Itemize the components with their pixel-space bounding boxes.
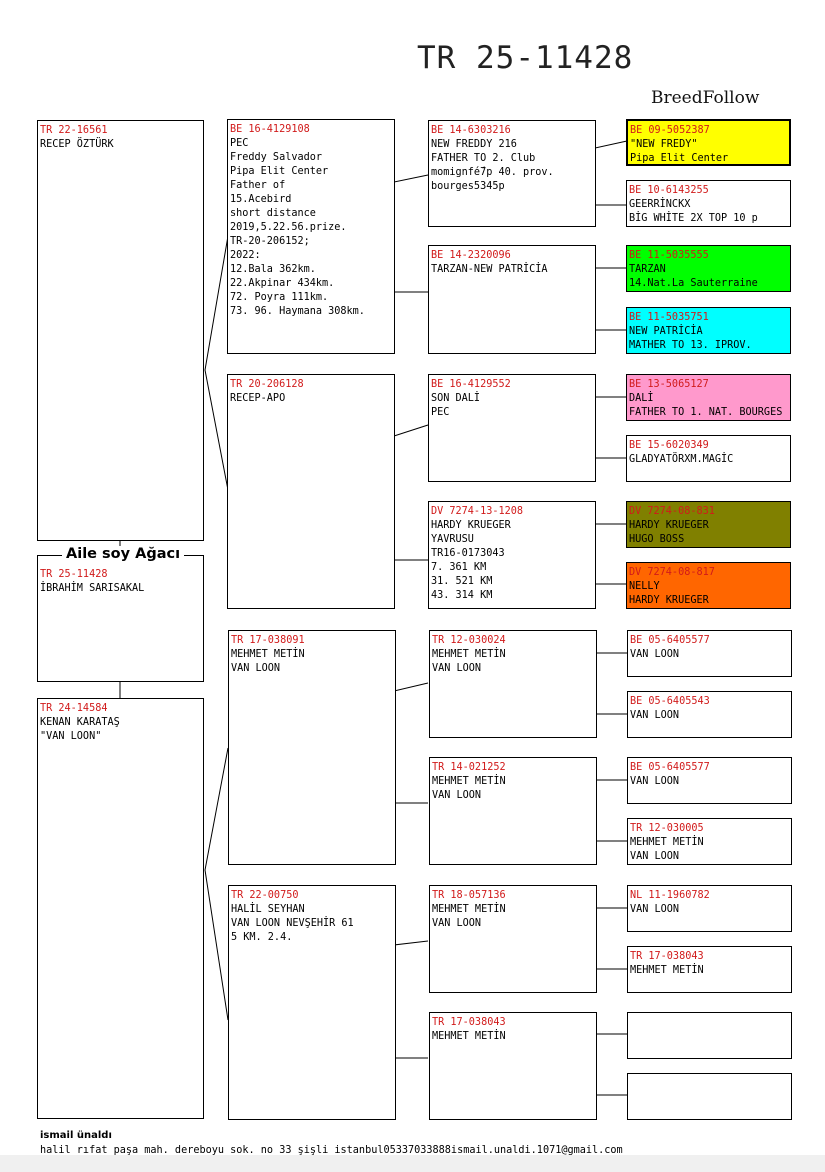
info-line: 5 KM. 2.4. — [231, 932, 293, 943]
ring-id: TR 20-206128 — [230, 379, 304, 390]
info-line: 2022: — [230, 250, 261, 261]
ring-id: TR 22-16561 — [40, 125, 108, 136]
ring-id: BE 10-6143255 — [629, 185, 709, 196]
ring-id: BE 05-6405577 — [630, 635, 710, 646]
info-line: VAN LOON — [630, 851, 680, 862]
dam-card[interactable] — [37, 698, 204, 1119]
gen2-card[interactable] — [227, 374, 395, 609]
gen2-card[interactable] — [227, 119, 395, 354]
info-line: GEERRİNCKX — [629, 199, 691, 210]
ring-id: DV 7274-08-817 — [629, 567, 715, 578]
info-line: 73. 96. Haymana 308km. — [230, 306, 365, 317]
page-title: TR 25-11428 — [417, 40, 634, 76]
gen4-card[interactable] — [627, 630, 792, 677]
info-line: Freddy Salvador — [230, 152, 323, 163]
info-line: 2019,5.22.56.prize. — [230, 222, 347, 233]
connector-line — [595, 908, 627, 969]
gen3-card[interactable] — [429, 885, 597, 993]
info-line: NEW PATRİCİA — [629, 326, 703, 337]
ring-id: BE 05-6405577 — [630, 762, 710, 773]
ring-id: BE 13-5065127 — [629, 379, 709, 390]
info-line: PEC — [230, 138, 249, 149]
connector-line — [205, 748, 228, 1020]
info-line: MEHMET METİN — [231, 649, 305, 660]
connector-line — [394, 683, 428, 803]
info-line: VAN LOON — [630, 710, 680, 721]
info-line: HALİL SEYHAN — [231, 904, 305, 915]
gen4-card[interactable] — [627, 946, 792, 993]
info-line: Pipa Elit Center — [230, 166, 329, 177]
info-line: HARDY KRUEGER — [431, 520, 511, 531]
brand-logo-text: BreedFollow — [651, 88, 760, 108]
info-line: "NEW FREDY" — [630, 139, 698, 150]
info-line: SON DALİ — [431, 393, 481, 404]
ring-id: TR 22-00750 — [231, 890, 299, 901]
ring-id: TR 24-14584 — [40, 703, 108, 714]
info-line: VAN LOON — [630, 649, 680, 660]
ring-id: DV 7274-13-1208 — [431, 506, 524, 517]
gen3-card[interactable] — [428, 501, 596, 609]
gen4-card[interactable] — [627, 691, 792, 738]
ring-id: BE 15-6020349 — [629, 440, 709, 451]
info-line: PEC — [431, 407, 450, 418]
ring-id: TR 12-030005 — [630, 823, 704, 834]
info-line: VAN LOON — [231, 663, 281, 674]
info-line: HARDY KRUEGER — [629, 595, 709, 606]
info-line: BİG WHİTE 2X TOP 10 p — [629, 213, 758, 224]
ring-id: BE 11-5035555 — [629, 250, 709, 261]
info-line: TR16-0173043 — [431, 548, 505, 559]
ring-id: BE 14-2320096 — [431, 250, 511, 261]
connector-line — [595, 268, 627, 330]
connector-line — [595, 397, 627, 458]
ring-id: TR 17-038043 — [432, 1017, 506, 1028]
info-line: FATHER TO 2. Club — [431, 153, 536, 164]
ring-id: TR 17-038091 — [231, 635, 305, 646]
gen3-card[interactable] — [428, 245, 596, 354]
gen4-card[interactable] — [626, 119, 791, 166]
gen3-card[interactable] — [429, 757, 597, 865]
info-line: MEHMET METİN — [630, 965, 704, 976]
info-line: YAVRUSU — [431, 534, 474, 545]
gen4-card-empty[interactable] — [627, 1012, 792, 1059]
info-line: MEHMET METİN — [432, 1031, 506, 1042]
gen4-card[interactable] — [626, 501, 791, 548]
info-line: TARZAN-NEW PATRİCİA — [431, 264, 548, 275]
footer-contact-address: halil rıfat paşa mah. dereboyu sok. no 33 şişli istanbul05337033888ismail.unaldi.1071@gmail.com — [40, 1145, 623, 1156]
info-line: 43. 314 KM — [431, 590, 493, 601]
gen4-card[interactable] — [626, 562, 791, 609]
connector-line — [595, 524, 627, 584]
connector-line — [595, 653, 627, 714]
gen4-card[interactable] — [626, 180, 791, 227]
strain-line: "VAN LOON" — [40, 731, 102, 742]
info-line: RECEP-APO — [230, 393, 286, 404]
info-line: 12.Bala 362km. — [230, 264, 316, 275]
gen3-card[interactable] — [429, 630, 597, 738]
ring-id: BE 05-6405543 — [630, 696, 710, 707]
info-line: NEW FREDDY 216 — [431, 139, 517, 150]
gen4-card[interactable] — [627, 757, 792, 804]
info-line: Pipa Elit Center — [630, 153, 729, 164]
ring-id: NL 11-1960782 — [630, 890, 710, 901]
gen2-card[interactable] — [228, 630, 396, 865]
info-line: 15.Acebird — [230, 194, 292, 205]
info-line: 7. 361 KM — [431, 562, 487, 573]
info-line: 72. Poyra 111km. — [230, 292, 329, 303]
info-line: MATHER TO 13. IPROV. — [629, 340, 752, 351]
ring-id: BE 11-5035751 — [629, 312, 709, 323]
info-line: MEHMET METİN — [432, 649, 506, 660]
ring-id: TR 12-030024 — [432, 635, 506, 646]
gen4-card[interactable] — [626, 245, 791, 292]
ring-id: TR 18-057136 — [432, 890, 506, 901]
info-line: TARZAN — [629, 264, 666, 275]
ring-id: BE 14-6303216 — [431, 125, 511, 136]
info-line: TR-20-206152; — [230, 236, 310, 247]
ring-id: BE 09-5052387 — [630, 125, 710, 136]
info-line: 22.Akpinar 434km. — [230, 278, 335, 289]
info-line: MEHMET METİN — [630, 837, 704, 848]
info-line: short distance — [230, 208, 316, 219]
info-line: HARDY KRUEGER — [629, 520, 709, 531]
connector-line — [595, 1034, 627, 1095]
ring-id: TR 14-021252 — [432, 762, 506, 773]
info-line: bourges5345p — [431, 181, 505, 192]
gen3-card[interactable] — [429, 1012, 597, 1120]
owner-line: KENAN KARATAŞ — [40, 717, 120, 728]
gen4-card[interactable] — [626, 307, 791, 354]
connector-line — [394, 425, 428, 560]
connector-line — [394, 175, 428, 292]
info-line: NELLY — [629, 581, 660, 592]
info-line: VAN LOON NEVŞEHİR 61 — [231, 918, 354, 929]
connector-line — [595, 141, 627, 205]
info-line: VAN LOON — [630, 904, 680, 915]
info-line: GLADYATÖRXM.MAGİC — [629, 454, 734, 465]
info-line: 14.Nat.La Sauterraine — [629, 278, 758, 289]
info-line: MEHMET METİN — [432, 776, 506, 787]
info-line: MEHMET METİN — [432, 904, 506, 915]
ring-id: TR 17-038043 — [630, 951, 704, 962]
ring-id: DV 7274-08-831 — [629, 506, 715, 517]
gen4-card[interactable] — [626, 374, 791, 421]
subject-card[interactable] — [37, 555, 204, 682]
connector-line — [205, 236, 228, 490]
gen3-card[interactable] — [428, 120, 596, 227]
ring-id: BE 16-4129108 — [230, 124, 310, 135]
info-line: VAN LOON — [630, 776, 680, 787]
ring-id: BE 16-4129552 — [431, 379, 511, 390]
info-line: momignfé́7p 40. prov. — [431, 167, 554, 178]
gen3-card[interactable] — [428, 374, 596, 482]
owner-line: İBRAHİM SARISAKAL — [40, 583, 145, 594]
gen4-card[interactable] — [626, 435, 791, 482]
ring-id: TR 25-11428 — [40, 569, 108, 580]
footer-owner-name: ismail ünaldı — [40, 1130, 112, 1141]
info-line: VAN LOON — [432, 790, 482, 801]
info-line: 31. 521 KM — [431, 576, 493, 587]
gen2-card[interactable] — [228, 885, 396, 1120]
info-line: HUGO BOSS — [629, 534, 685, 545]
info-line: Father of — [230, 180, 286, 191]
owner-line: RECEP ÖZTÜRK — [40, 139, 114, 150]
info-line: VAN LOON — [432, 918, 482, 929]
info-line: DALİ — [629, 393, 654, 404]
family-tree-label: Aile soy Ağacı — [62, 546, 184, 562]
connector-line — [595, 780, 627, 841]
sire-card[interactable] — [37, 120, 204, 541]
gen4-card[interactable] — [627, 818, 792, 865]
gen4-card-empty[interactable] — [627, 1073, 792, 1120]
info-line: VAN LOON — [432, 663, 482, 674]
connector-line — [394, 941, 428, 1058]
gen4-card[interactable] — [627, 885, 792, 932]
info-line: FATHER TO 1. NAT. BOURGES — [629, 407, 783, 418]
